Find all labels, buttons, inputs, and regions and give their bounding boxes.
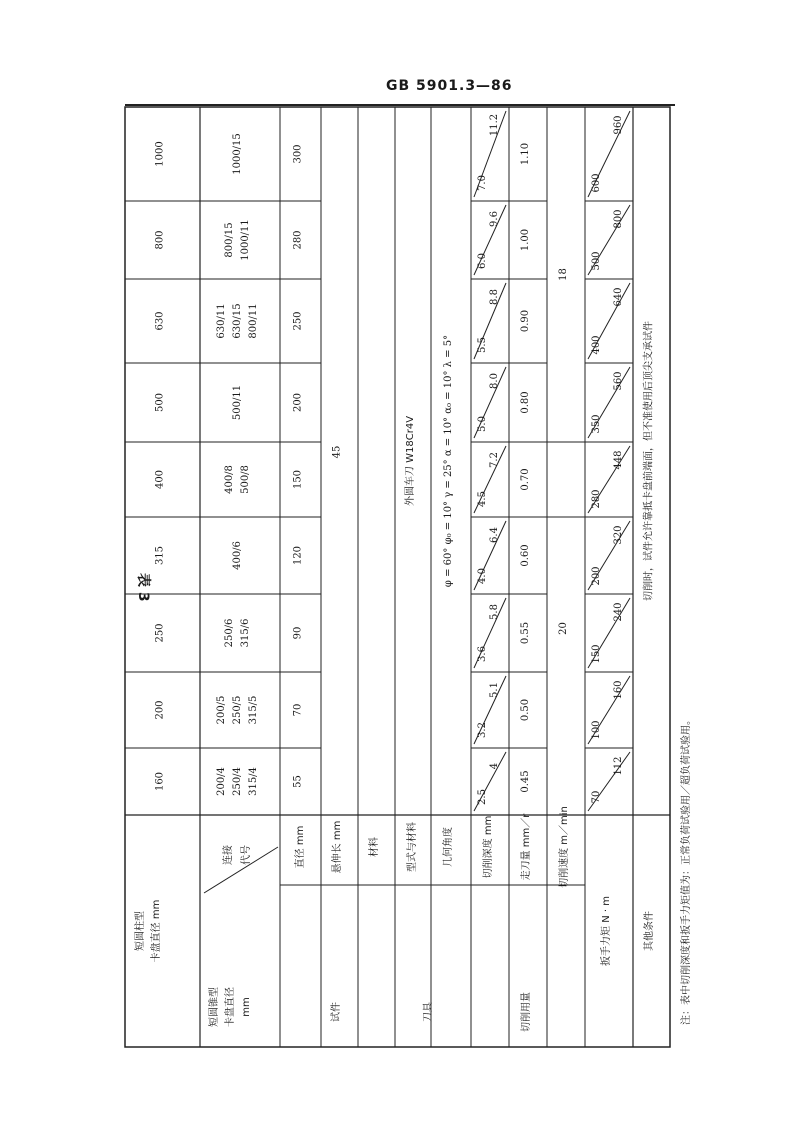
label-diameter: 直径 mm [295,825,306,869]
cone-code-value: 500/11 [232,384,243,421]
other-conditions-value: 切削时，试件允许靠抵卡盘前端面，但不准使用后顶尖支承试件 [643,321,655,601]
diameter-value: 150 [292,469,304,490]
label-other: 其他条件 [644,911,655,951]
cone-code-value: 315/4 [248,767,259,796]
feed-value: 0.90 [520,309,531,333]
torque-overload: 640 [613,287,624,307]
chuck-dia-value: 160 [154,771,166,792]
cone-code-value: 250/4 [232,767,243,796]
chuck-dia-value: 630 [154,311,166,331]
label-cut-depth: 切削深度 mm [483,815,494,879]
chuck-dia-value: 200 [154,700,166,720]
cut-depth-overload: 8.8 [489,289,500,305]
cone-code-value: 315/5 [248,695,259,725]
cone-code-value: 250/6 [224,618,235,648]
cut-depth-normal: 7.0 [477,175,488,191]
cone-code-value: 500/8 [240,465,251,494]
diameter-value: 90 [292,626,304,640]
torque-overload: 800 [613,209,624,229]
feed-value: 1.00 [520,228,531,252]
cone-code-value: 200/4 [216,767,227,796]
table-note: 注：表中切削深度和扳手力矩值为：正常负荷试验用／超负荷试验用。 [681,715,692,1025]
cone-code-value: 800/15 [224,222,235,258]
cone-code-value: 630/11 [216,303,227,339]
chuck-dia-value: 400 [154,469,166,490]
diameter-value: 250 [292,311,304,331]
label-short-cone: 短圆锥型 [209,987,220,1027]
cone-code-value: 200/5 [216,695,227,725]
torque-overload: 160 [613,680,624,700]
cut-depth-normal: 4.0 [477,568,488,584]
torque-normal: 100 [591,720,602,740]
torque-overload: 960 [613,115,624,135]
feed-value: 0.70 [520,468,531,491]
cut-depth-overload: 11.2 [489,113,500,137]
cut-depth-normal: 3.2 [477,722,488,738]
cone-code-value: 800/11 [248,303,259,339]
label-connect: 连接 [223,845,234,865]
cut-depth-normal: 4.5 [477,491,488,507]
geometry-value: φ = 60° φ₀ = 10° γ = 25° α = 10° α₀ = 10° λ = 5° [443,334,454,588]
torque-normal: 70 [591,790,602,804]
label-overhang: 悬伸长 mm [332,820,343,874]
torque-normal: 500 [591,251,602,271]
label-feed: 走刀量 mm／r [521,813,532,881]
label-torque: 扳手力矩 N · m [601,896,612,966]
label-speed: 切削速度 m／min [559,806,570,888]
torque-normal: 350 [591,414,602,434]
cut-depth-normal: 5.0 [477,416,488,432]
tool-type-value: 外圆车刀 W18Cr4V [405,415,416,507]
feed-value: 1.10 [520,142,531,166]
cut-depth-normal: 6.0 [477,253,488,269]
chuck-dia-value: 500 [154,392,166,413]
cut-depth-overload: 5.1 [489,682,500,698]
cut-depth-overload: 9.6 [489,211,500,227]
torque-normal: 200 [591,566,602,586]
label-type-material: 型式与材料 [407,822,418,872]
label-material: 材料 [369,837,380,857]
label-short-cyl: 短圆柱型 [135,911,146,951]
table-title: 表 3 [135,573,151,602]
chuck-dia-value: 1000 [154,141,166,167]
torque-normal: 600 [591,173,602,193]
diameter-value: 200 [292,392,304,413]
feed-value: 0.55 [520,621,531,645]
cone-code-value: 1000/15 [232,133,243,175]
diameter-value: 120 [292,545,304,566]
torque-overload: 448 [613,450,624,470]
cone-code-value: 315/6 [240,618,251,648]
torque-overload: 240 [613,602,624,622]
table-border [125,107,670,1047]
overhang-value: 45 [331,445,343,459]
cut-depth-normal: 5.5 [477,337,488,353]
chuck-dia-value: 800 [154,230,166,250]
torque-normal: 280 [591,489,602,509]
diameter-value: 280 [292,230,304,250]
rotated-table [125,107,692,1049]
table-svg [125,107,692,1049]
cut-depth-normal: 3.6 [477,646,488,662]
cone-code-value: 400/8 [224,465,235,494]
speed-value-left: 20 [558,622,569,635]
table-grid [125,107,670,1047]
feed-value: 0.80 [520,391,531,414]
cut-depth-overload: 5.8 [489,604,500,620]
cone-code-value: 1000/11 [240,219,251,261]
label-chuck-dia: 卡盘直径 mm [151,899,162,963]
cone-code-value: 630/15 [232,303,243,339]
label-code: 代号 [241,845,252,865]
chuck-dia-value: 315 [154,545,166,566]
diameter-value: 70 [292,703,304,717]
cone-code-value: 400/6 [232,541,243,570]
chuck-dia-value: 250 [154,623,166,643]
diameter-value: 55 [292,775,304,788]
label-geometry: 几何角度 [443,827,454,867]
torque-normal: 400 [591,335,602,355]
diameter-value: 300 [292,144,304,164]
feed-value: 0.45 [520,770,531,793]
torque-overload: 560 [613,371,624,391]
feed-value: 0.60 [520,544,531,567]
header-rule [125,104,675,106]
label-cut-usage: 切削用量 [521,992,532,1032]
torque-normal: 150 [591,644,602,664]
torque-overload: 112 [613,756,624,776]
label-tool: 刀具 [423,1002,434,1022]
label-chuck-dia2: 卡盘直径 [225,987,236,1027]
cut-depth-overload: 6.4 [489,527,500,543]
torque-overload: 320 [613,525,624,545]
cut-depth-overload: 4 [489,762,500,770]
label-workpiece: 试件 [331,1002,342,1022]
cone-code-value: 250/5 [232,695,243,725]
cut-depth-overload: 7.2 [489,452,500,468]
cut-depth-overload: 8.0 [489,373,500,389]
feed-value: 0.50 [520,698,531,722]
standard-code: GB 5901.3—86 [386,78,513,94]
speed-value-right: 18 [558,268,569,281]
label-mm: mm [241,997,252,1017]
cut-depth-normal: 2.5 [477,789,488,805]
